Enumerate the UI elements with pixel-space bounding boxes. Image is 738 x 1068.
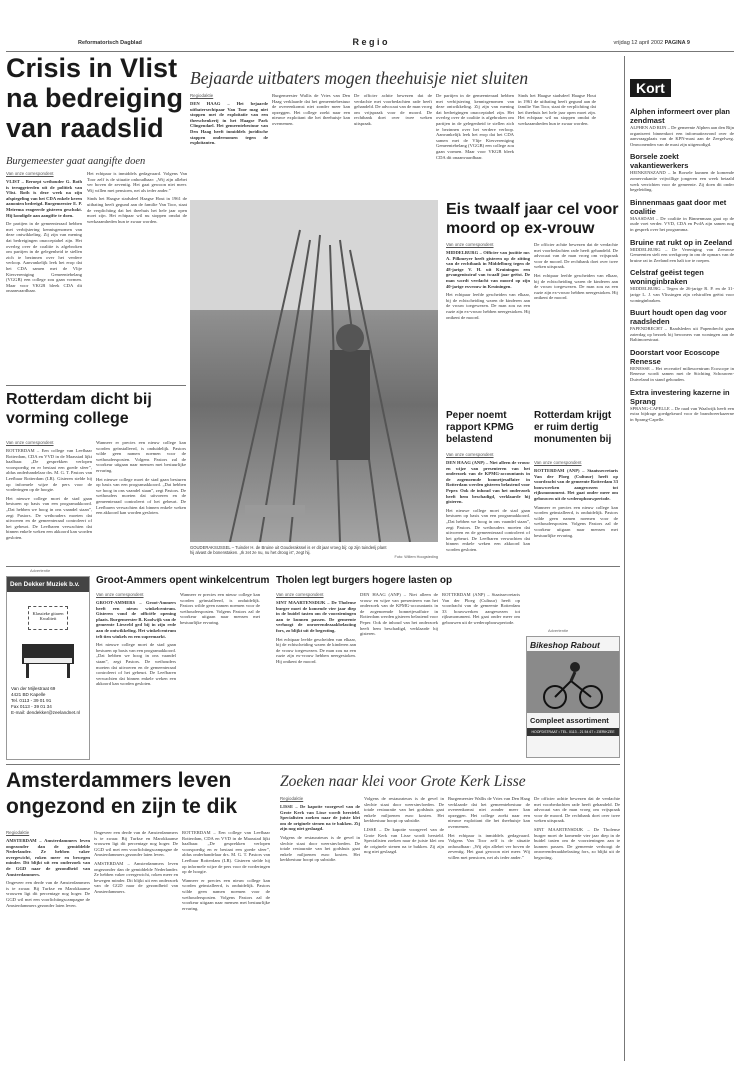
- amsterdammers-col2: [94, 830, 178, 1062]
- grootammers-headline: Groot-Ammers opent winkelcentrum: [96, 575, 270, 586]
- ad1-badge: Klassieke gitaren Kwaliteit: [28, 606, 68, 630]
- grootammers-col2: Wanneer er precies een nieuw college kan worden geïnstalleerd, is onduidelijk. Pastors wilde geen namen noemen voor de wethoudersposten. Volgens Pastors zal de voorkeur uitgaan naar mensen met bestuurlijke ervaring.: [180, 592, 260, 625]
- kort-item-3-title: Bruine rat rukt op in Zeeland: [630, 237, 733, 247]
- grootammers-body-more: Het nieuwe college moet de stad gaan besturen op basis van een programakkoord. „Dat hebben we hoog in ons vaandel staan”, zegt Pastors. De wethouders moeten dat uitvoeren en de gemeenteraad controleert of het gebeurt. De Leefbaren verwachten dat binnen enkele weken een akkoord kan worden gesloten.: [96, 642, 176, 687]
- ad2-title: Bikeshop Rabout: [530, 640, 600, 650]
- masthead-rule: [6, 51, 734, 52]
- lisse-body-4: Het echtpaar is inmiddels gedagvaard. Volgens Van Toor zelf is de situatie onhoudbaar: „Wij zijn allebei ver boven de zeventig. Het gaat gewoon niet meer. Wij willen met pensioen, net als ieder ander.”: [448, 832, 530, 860]
- lisse-col3: [448, 796, 530, 1062]
- peper-col: [446, 452, 530, 562]
- ad2-sub: Compleet assortiment: [530, 716, 609, 725]
- lisse-col4: [534, 796, 620, 1062]
- lisse-body-5: De officier achtte bewezen dat de verdachte met voorbedachten rade heeft gehandeld. De advocaat van de man vroeg om vrijspraak voor de moord. De rechtbank doet over twee weken uitspraak.: [534, 796, 620, 824]
- kort-column: [630, 104, 734, 1059]
- amsterdammers-headline: Amsterdammers leven ongezond en zijn te dik: [6, 769, 237, 818]
- kort-item-7-title: Extra investering kazerne in Sprang: [630, 387, 730, 406]
- ad2-strip: HOOFDSTRAAT • TEL. 0113 - 21 54 67 • ZIERIKZEE: [527, 728, 619, 736]
- eis-body-2: Het echtpaar leefde gescheiden van elkaar, bij de echtscheiding waren de kinderen aan de vrouw toegewezen. De man zou na een ruzie zijn ex-vrouw hebben neergestoken. Hij ontkent de moord.: [446, 292, 530, 320]
- lead-body-col2: [87, 171, 187, 381]
- grootammers-body: GROOT-AMMERS – Groot-Ammers heeft een nieuw winkelcentrum. Gisteren vond de officiële opening plaats. Burgemeester B. Koolwijk van de gemeente Liesveld ged bij in zijn rede aan de ontwikkeling. Het winkelcentrum telt tien winkels en een supermarkt.: [96, 600, 176, 639]
- peper-byline: Van onze correspondent: [446, 452, 494, 457]
- kort-divider: [624, 56, 625, 1061]
- amsterdammers-body-2: Ongeveer een derde van de Amsterdammers is te zwaar. Bij Turkse en Marokkaanse vrouwen ligt dit percentage nog hoger. De GGD wil met een voorlichtingscampagne de Amsterdammers gezonder laten leven.: [6, 880, 90, 908]
- eis-col2: [534, 242, 618, 404]
- rotterdam-col1: [6, 440, 92, 562]
- kort-header: [630, 78, 734, 100]
- lisse-body-3: Burgemeester Wallis de Vries van Den Haag verklaarde dat het gemeentebestuur de overeenkomst niet zonder meer kan opzeggen. Het college zoekt naar een nieuwe exploitant die het theehuisje kan overnemen.: [448, 796, 530, 829]
- lead-subhead: Burgemeester gaat aangifte doen: [6, 156, 146, 167]
- eis-byline: Van onze correspondent: [446, 242, 494, 247]
- kort-item-5-body: PAPENDRECHT – Raadsleden uit Papendrecht gaan zaterdag op bezoek bij bewoners van woningen aan de Baltimorestraat.: [630, 326, 734, 343]
- lisse-body-6: SINT MAARTENSDIJK – De Tholense burger moet de komende vier jaar diep in de buidel tasten om de voorzieningen aan te kunnen passen. De gemeente verhoogt de onroerendezaakbelasting fors, zo blijkt uit de begroting.: [534, 826, 620, 860]
- lead-body: De partijen in de gemeenteraad hebben met verbijstering kennisgenomen van deze ontwikkeling. Zij zijn van mening dat bedreigingen onacceptabel zijn. Het overleg over de coalitie is afgebroken om partijen in de gelegenheid te stellen zich te bezinnen over het verdere verloop. Aanvankelijk leek het erop dat het CDA samen met de Vlije Kiesvereniging Gemeentebelang (VGGB) een college zou gaan vormen. Maar voor VKGB bleek CDA dit onaanvaardbaar.: [6, 221, 82, 294]
- lisse-col1: [280, 796, 360, 1062]
- peper-body: DEN HAAG (ANP) – Niet alleen de vrouw en wijze van presenteren van het onderzoek van de KPMG-accountants in de zogenoemde bonnetjesaffaire in Rotterdam werden gisteren belastend voor Peper. Ook de inhoud van het onderzoek heeft hem beschadigd, verklaarde hij gisteren.: [446, 460, 530, 505]
- rotterdamkrijgt-body: ROTTERDAM (ANP) – Staatssecretaris Van der Ploeg (Cultuur) heeft op voordracht van de gemeente Rotterdam 33 bouwwerken aangewezen tot rijksmonument. Het gaat onder meer om gebouwen uit de wederopbouwperiode.: [534, 468, 618, 501]
- piano-icon: [18, 636, 78, 680]
- bonenstaken-illustration: [190, 200, 438, 542]
- amsterdammers-body-4: Wanneer er precies een nieuw college kan worden geïnstalleerd, is onduidelijk. Pastors wilde geen namen noemen voor de wethoudersposten. Volgens Pastors zal de voorkeur uitgaan naar mensen met bestuurlijke ervaring.: [182, 877, 270, 911]
- ad2-box: [526, 636, 620, 758]
- ad1-box: [6, 576, 90, 760]
- lisse-body-2b: Volgens de restaurateurs is de gevel in slechte staat door weersinvloeden. De totale restauratie van het godshuis gaat enkele miljoenen euro kosten. Het kerkbestuur hoopt op subsidie.: [364, 796, 444, 824]
- tholen-headline: Tholen legt burgers hogere lasten op: [276, 575, 453, 586]
- grootammers-byline: Van onze correspondent: [96, 592, 144, 597]
- eis-body-3: De officier achtte bewezen dat de verdachte met voorbedachten rade heeft gehandeld. De advocaat van de man vroeg om vrijspraak voor de moord. De rechtbank doet over twee weken uitspraak.: [534, 242, 618, 270]
- rotterdam-headline: Rotterdam dicht bij vorming college: [6, 391, 152, 427]
- eis-body-1: MIDDELBURG – Officier van justitie mr. A. Pilkmeyer heeft gisteren op de zitting van de rechtbank in Middelburg tegen de 48-jarige V. H. uit Kruiningen een gevangenisstraf van twaalf jaar geëist. De man wordt verdacht van moord op zijn 40-jarige exvrouw in Kruiningen.: [446, 250, 530, 289]
- kort-item-6-title: Doorstart voor Ecoscope Renesse: [630, 347, 720, 366]
- ad1-brand: Den Dekker Muziek b.v.: [7, 577, 89, 592]
- tholen-col1: [276, 592, 356, 760]
- lead-body-col1: [6, 171, 82, 381]
- bejaarde-col1: [190, 93, 268, 195]
- rotterdamkrijgt-col: [534, 460, 618, 562]
- amsterdammers-col1: [6, 830, 90, 1062]
- kort-item-4-title: Celstraf geëist tegen woninginbraken: [630, 268, 704, 287]
- bejaarde-label: Regiodaktie: [190, 93, 214, 98]
- bottom-rule: [6, 764, 620, 765]
- amsterdammers-label: Regiodaktie: [6, 830, 30, 835]
- news-photo: [190, 200, 438, 542]
- mid-rule: [6, 566, 620, 567]
- photo-caption: GOUDERAKSIJSSEL – Tuinder H. de Bruine uit Gouderakssel is er dit jaar vroeg bij: op zijn tuinderij plant hij alvast de bonenstaken. „Ik zet ze nu, nu het droog is”, zegt hij.: [190, 545, 387, 555]
- cyclist-illustration: [527, 651, 619, 713]
- kort-item-4-body: MIDDELBURG – Tegen de 26-jarige R. P. en de 31-jarige L. J. van Vlissingen zijn celstraffen geëist voor woninginbraken.: [630, 286, 734, 303]
- masthead-page: PAGINA 9: [664, 40, 690, 46]
- ad2-label: Advertentie: [548, 628, 569, 633]
- bejaarde-col4: De partijen in de gemeenteraad hebben met verbijstering kennisgenomen van deze ontwikkeling. Zij zijn van mening dat bedreigingen onacceptabel zijn. Het overleg over de coalitie is afgebroken om partijen in de gelegenheid te stellen zich te bezinnen over het verdere verloop. Aanvankelijk leek het erop dat het CDA samen met de Vlije Kiesvereniging Gemeentebelang (VGGB) een college zou gaan vormen. Maar voor VKGB bleek CDA dit onaanvaardbaar.: [436, 93, 514, 160]
- tholen-body-more: Het echtpaar leefde gescheiden van elkaar, bij de echtscheiding waren de kinderen aan de vrouw toegewezen. De man zou na een ruzie zijn ex-vrouw hebben neergestoken. Hij ontkent de moord.: [276, 636, 356, 664]
- kort-item-7-body: SPRANG-CAPELLE – De raad van Waalwijk heeft een extra bijdrage goedgekeurd voor de brandweerkazerne in Sprang-Capelle.: [630, 405, 734, 422]
- ad1-address: Van der Mijlestraat 69 4421 BD Kapelle Tel. 0113 - 39 01 91 Fax 0113 - 39 01 34 E-mail: dendekker@zeelandnet.nl: [11, 686, 81, 715]
- kort-item-5-title: Buurt houdt open dag voor raadsleden: [630, 308, 727, 327]
- masthead-date-block: [540, 40, 690, 49]
- ad1-label: Advertentie: [30, 568, 51, 573]
- kort-item-0-title: Alphen informeert over plan zendmast: [630, 107, 731, 125]
- kort-item-3-body: MIDDELBURG – De Vereniging van Zeeuwse Gemeenten stelt een werkgroep in om de opmars van de bruine rat in Zeeland een halt toe te roepen.: [630, 246, 734, 263]
- amsterdammers-body-1: AMSTERDAM – Amsterdammers leven ongezonder dan de gemiddelde Nederlander. Ze hebben vaker overgewicht, roken meer en bewegen minder. Dit blijkt uit een onderzoek van de GGD naar de gezondheid van Amsterdammers.: [6, 838, 90, 877]
- tholen-col2: DEN HAAG (ANP) – Niet alleen de vrouw en wijze van presenteren van het onderzoek van de KPMG-accountants in de zogenoemde bonnetjesaffaire in Rotterdam werden gisteren belastend voor Peper. Ook de inhoud van het onderzoek heeft hem beschadigd, verklaarde hij gisteren.: [360, 592, 438, 637]
- peper-body-more: Het nieuwe college moet de stad gaan besturen op basis van een programakkoord. „Dat hebben we hoog in ons vaandel staan”, zegt Pastors. De wethouders moeten dat uitvoeren en de gemeenteraad controleert of het gebeurt. De Leefbaren verwachten dat binnen enkele weken een akkoord kan worden gesloten.: [446, 507, 530, 552]
- kort-item-0-body: ALPHEN AD RIJN – De gemeente Alphen aan den Rijn organiseert binnenkort een informatieavond over de aanvraagplaats van de KPN-mast aan de Zeegelweg. Omwonenden van de mast zijn uitgenodigd.: [630, 125, 734, 147]
- bejaarde-body-1: DEN HAAG – Het bejaarde uitbatersechtpaar Van Toor mag niet stoppen met de exploitatie van een theeschenkerij in het Haagse Park Clingendael. Het gemeentebestuur van Den Haag heeft inmiddels juridische stappen ondernomen tegen de exploitanten.: [190, 101, 268, 146]
- lisse-body-1b: LISSE – De kapotte voorgevel van de Grote Kerk van Lisse wordt hersteld. Specialisten zoeken naar de juiste klei om de originele stenen na te bakken. Zij zijn nog niet geslaagd.: [364, 826, 444, 855]
- rotterdam-body-1: ROTTERDAM – Een college van Leefbaar Rotterdam, CDA en VVD in de Maasstad lijkt haalbaar. „De gesprekken verlopen voorspoedig en er bestaat een goede sfeer”, aldus onderhandelaar drs. M. G. T. Pastors van Leefbaar Rotterdam (LR). Gisteren stelde hij op informele wijze de pers voor de vorderingen op de hoogte.: [6, 448, 92, 493]
- masthead-paper: Reformatorisch Dagblad: [78, 40, 142, 46]
- rotterdam-top-rule: [6, 385, 186, 386]
- kort-item-1-title: Borsele zoekt vakantiewerkers: [630, 152, 689, 171]
- amsterdammers-body-3: ROTTERDAM – Een college van Leefbaar Rotterdam, CDA en VVD in de Maasstad lijkt haalbaar. „De gesprekken verlopen voorspoedig en er bestaat een goede sfeer”, aldus onderhandelaar drs. M. G. T. Pastors van Leefbaar Rotterdam (LR). Gisteren stelde hij op informele wijze de pers voor de vorderingen op de hoogte.: [182, 830, 270, 875]
- lead-byline: Van onze correspondent: [6, 171, 54, 176]
- eis-col1: [446, 242, 530, 404]
- eis-headline: Eis twaalf jaar cel voor moord op ex-vrouw: [446, 201, 619, 237]
- amsterdammers-col3: [182, 830, 270, 1062]
- bejaarde-col2: [272, 93, 350, 195]
- masthead-date: vrijdag 12 april 2002: [613, 40, 664, 46]
- amsterdammers-body-1b: AMSTERDAM – Amsterdammers leven ongezonder dan de gemiddelde Nederlander. Ze hebben vaker overgewicht, roken meer en bewegen minder. Dit blijkt uit een onderzoek van de GGD naar de gezondheid van Amsterdammers.: [94, 860, 178, 894]
- kort-item-1-body: HEINKENSZAND – In Borsele kunnen de komende zomervakantie vrijwillige jongeren een week betaald werk verrichten voor de gemeente. Zij doen dit onder begeleiding.: [630, 170, 734, 193]
- rotterdamkrijgt-headline: Rotterdam krijgt er ruim dertig monumenten bij: [534, 410, 612, 445]
- lisse-col2: [364, 796, 444, 1062]
- lead-intro: VLIST – Beroept wethouder G. Both is teruggetreden uit de politiek van Vlist. Both is deze week na zijn afspiegeling van het CDA enkele keren aanonien bedreigd. Burgemeester E. P. Meirema reageerde gisteren geschokt. Hij kondigde aan aangifte te doen.: [6, 179, 82, 218]
- rotterdamkrijgt-byline: Van onze correspondent: [534, 460, 582, 465]
- bejaarde-headline: Bejaarde uitbaters mogen theehuisje niet sluiten: [190, 68, 529, 88]
- kort-label: Kort: [630, 79, 671, 97]
- grootammers-col1: [96, 592, 176, 760]
- photo-credit: Foto: Willem Hoogsteding: [394, 555, 438, 559]
- lead-headline: Crisis in Vlist na bedreiging van raadslid: [6, 53, 184, 143]
- lisse-label: Regiodaktie: [280, 796, 304, 801]
- lisse-body-2: Volgens de restaurateurs is de gevel in slechte staat door weersinvloeden. De totale restauratie van het godshuis gaat enkele miljoenen euro kosten. Het kerkbestuur hoopt op subsidie.: [280, 834, 360, 863]
- peper-headline: Peper noemt rapport KPMG belastend: [446, 410, 514, 445]
- lisse-body-1: LISSE – De kapotte voorgevel van de Grote Kerk van Lisse wordt hersteld. Specialisten zoeken naar de juiste klei om de originele stenen na te bakken. Zij zijn nog niet geslaagd.: [280, 804, 360, 832]
- kort-item-6-body: RENESSE – Het recreatief milieucentrum Ecoscope in Renesse wordt samen met de Stichting Schouwen-Duiveland in stand gehouden.: [630, 365, 734, 383]
- rotterdamkrijgt-body-more: Wanneer er precies een nieuw college kan worden geïnstalleerd, is onduidelijk. Pastors wilde geen namen noemen voor de wethoudersposten. Volgens Pastors zal de voorkeur uitgaan naar mensen met bestuurlijke ervaring.: [534, 504, 618, 538]
- eis-body-2b: Het echtpaar leefde gescheiden van elkaar, bij de echtscheiding waren de kinderen aan de vrouw toegewezen. De man zou na een ruzie zijn ex-vrouw hebben neergestoken. Hij ontkent de moord.: [534, 272, 618, 301]
- bejaarde-body-2: Sinds het Haagse stadsdeel Haagse Hout in 1961 de uitbating heeft gegund aan de familie Van Toor, staat de verplichting dat het theehuis het hele jaar open moet zijn. Het echtpaar wil nu stoppen omdat de werkzaamheden hun te zwaar worden.: [87, 196, 187, 224]
- rotterdam-body-3: Wanneer er precies een nieuw college kan worden geïnstalleerd, is onduidelijk. Pastors wilde geen namen noemen voor de wethoudersposten. Volgens Pastors zal de voorkeur uitgaan naar mensen met bestuurlijke ervaring.: [96, 440, 186, 473]
- tholen-byline: Van onze correspondent: [276, 592, 324, 597]
- bejaarde-body-4: Het echtpaar is inmiddels gedagvaard. Volgens Van Toor zelf is de situatie onhoudbaar: „Wij zijn allebei ver boven de zeventig. Het gaat gewoon niet meer. Wij willen met pensioen, net als ieder ander.”: [87, 171, 187, 193]
- rotterdam-body-2b: Het nieuwe college moet de stad gaan besturen op basis van een programakkoord. „Dat hebben we hoog in ons vaandel staan”, zegt Pastors. De wethouders moeten dat uitvoeren en de gemeenteraad controleert of het gebeurt. De Leefbaren verwachten dat binnen enkele weken een akkoord kan worden gesloten.: [96, 476, 186, 516]
- tholen-col3: ROTTERDAM (ANP) – Staatssecretaris Van der Ploeg (Cultuur) heeft op voordracht van de gemeente Rotterdam 33 bouwwerken aangewezen tot rijksmonument. Het gaat onder meer om gebouwen uit de wederopbouwperiode.: [442, 592, 520, 625]
- bejaarde-col5: Sinds het Haagse stadsdeel Haagse Hout in 1961 de uitbating heeft gegund aan de familie Van Toor, staat de verplichting dat het theehuis het hele jaar open moet zijn. Het echtpaar wil nu stoppen omdat de werkzaamheden hun te zwaar worden.: [518, 93, 596, 126]
- tholen-body: SINT MAARTENSDIJK – De Tholense burger moet de komende vier jaar diep in de buidel tasten om de voorzieningen aan te kunnen passen. De gemeente verhoogt de onroerendezaakbelasting fors, zo blijkt uit de begroting.: [276, 600, 356, 633]
- amsterdammers-body-2b: Ongeveer een derde van de Amsterdammers is te zwaar. Bij Turkse en Marokkaanse vrouwen ligt dit percentage nog hoger. De GGD wil met een voorlichtingscampagne de Amsterdammers gezonder laten leven.: [94, 830, 178, 858]
- lisse-headline: Zoeken naar klei voor Grote Kerk Lisse: [280, 773, 526, 790]
- bejaarde-body-3: Burgemeester Wallis de Vries van Den Haag verklaarde dat het gemeentebestuur de overeenkomst niet zonder meer kan opzeggen. Het college zoekt naar een nieuwe exploitant die het theehuisje kan overnemen.: [272, 93, 350, 126]
- kort-item-2-body: MAASDAM – De coalitie in Binnenmaas gaat op de oude voet verder. VVD, CDA en PvdA zijn samen nog in gesprek over het programma.: [630, 215, 734, 232]
- masthead-section: R e g i o: [352, 37, 388, 47]
- kort-item-2-title: Binnenmaas gaat door met coalitie: [630, 197, 727, 216]
- rotterdam-col2: [96, 440, 186, 562]
- rotterdam-body-2: Het nieuwe college moet de stad gaan besturen op basis van een programakkoord. „Dat hebben we hoog in ons vaandel staan”, zegt Pastors. De wethouders moeten dat uitvoeren en de gemeenteraad controleert of het gebeurt. De Leefbaren verwachten dat binnen enkele weken een akkoord kan worden gesloten.: [6, 495, 92, 540]
- rotterdam-byline: Van onze correspondent: [6, 440, 54, 445]
- bejaarde-col3: De officier achtte bewezen dat de verdachte met voorbedachten rade heeft gehandeld. De advocaat van de man vroeg om vrijspraak voor de moord. De rechtbank doet over twee weken uitspraak.: [354, 93, 432, 126]
